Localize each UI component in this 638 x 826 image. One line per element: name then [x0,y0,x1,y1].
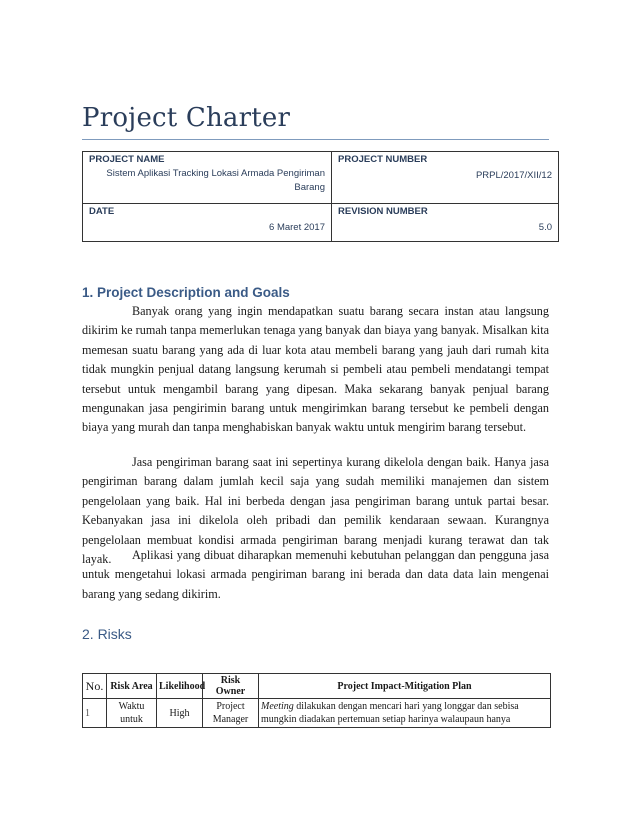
risk-table [82,673,551,728]
mitigation-emphasis: Meeting [261,701,294,712]
revision-cell [332,203,559,241]
column-header: Risk Area [107,674,157,699]
mitigation-text: dilakukan dengan mencari hari yang longgar dan sebisa mungkin diadakan pertemuan setiap harinya walaupaun hanya [261,701,519,725]
risk-number: 1 [83,699,107,728]
revision-value: 5.0 [538,221,552,233]
column-header: Risk Owner [203,674,259,699]
risk-mitigation-plan [259,699,551,728]
column-header: No. [83,674,107,699]
title-divider [82,139,549,140]
project-name-label: PROJECT NAME [89,154,165,165]
project-number-value: PRPL/2017/XII/12 [475,170,552,181]
project-number-label: PROJECT NUMBER [338,154,428,165]
project-info-table [82,151,559,242]
column-header: Likelihood [157,674,203,699]
risk-likelihood: High [157,699,203,728]
section-heading-risks: 2. Risks [82,626,132,642]
column-header: Project Impact-Mitigation Plan [259,674,551,699]
description-paragraph: Jasa pengiriman barang saat ini sepertinya kurang dikelola dengan baik. Hanya jasa pengiriman barang dalam jumlah kecil saja yang sudah memiliki manajemen dan sistem pengelolaan yang baik. Hal ini berbeda dengan jasa pengiriman barang untuk partai besar. Kebanyakan jasa ini dikelola oleh pribadi dan pemilik kendaraan sewaan. Kurangnya pengelolaan membuat kondisi armada pengiriman barang menjadi kurang terawat dan tak layak. [82,455,549,567]
page-title: Project Charter [82,103,291,133]
date-value: 6 Maret 2017 [269,221,325,233]
description-paragraph: Banyak orang yang ingin mendapatkan suatu barang secara instan atau langsung dikirim ke rumah tanpa memerlukan tenaga yang banyak dan biaya yang banyak. Misalkan kita memesan suatu barang yang ada di luar kota atau membeli barang yang jauh dari rumah kita tidak mungkin penjual datang langsung kerumah si pembeli atau pembeli mendatangi tempat tersebut untuk mengambil barang yang dipesan. Maka sekarang banyak penjual barang mengunakan jasa pengirimin barang untuk mengirimkan barang tersebut ke pembeli dengan biaya yang murah dan tanpa menghabiskan banyak waktu untuk mengirim barang tersebut. [82,304,549,435]
date-label: DATE [89,205,115,217]
risk-area: Waktu untuk [107,699,157,728]
risk-owner: Project Manager [203,699,259,728]
risk-table-header [83,674,551,699]
project-name-cell [83,152,332,204]
section-heading-description: 1. Project Description and Goals [82,285,290,300]
description-paragraph: Aplikasi yang dibuat diharapkan memenuhi kebutuhan pelanggan dan pengguna jasa untuk mengetahui lokasi armada pengiriman barang ini berada dan data data lain mengenai barang yang sedang dikirim. [82,548,549,601]
revision-label: REVISION NUMBER [338,205,428,217]
project-number-cell [332,152,559,204]
project-name-value: Sistem Aplikasi Tracking Lokasi Armada Pengiriman Barang [106,168,325,193]
date-cell [83,203,332,241]
table-row [83,699,551,728]
